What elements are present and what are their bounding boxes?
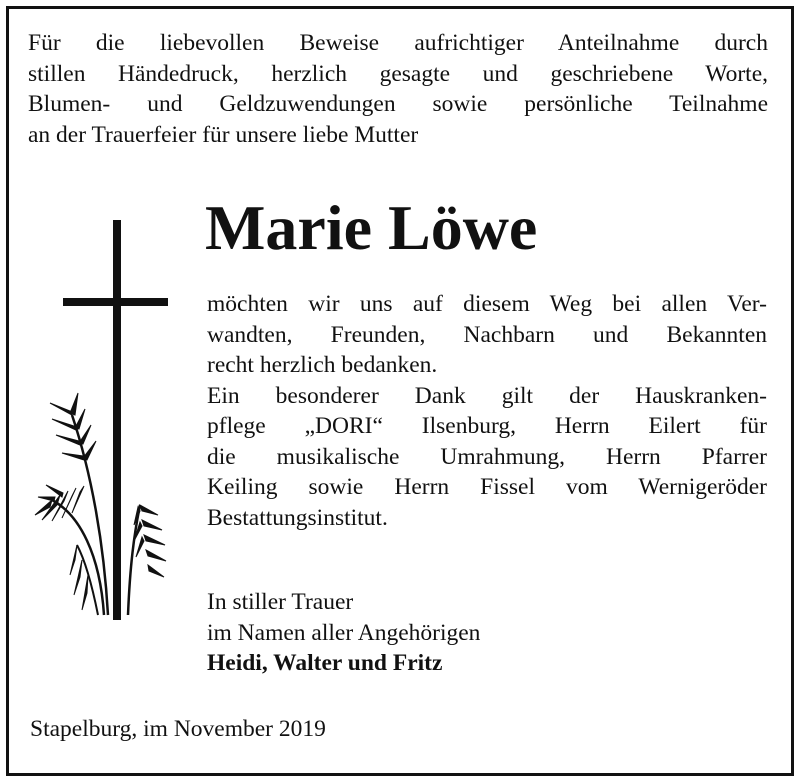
acknowledgement-text: [207, 289, 767, 533]
intro-line: an der Trauerfeier für unsere liebe Mutter: [28, 121, 419, 148]
mourning-phrase: In stiller Trauer: [207, 589, 354, 615]
signature-block: [207, 587, 767, 679]
intro-text: [28, 28, 768, 150]
body-line: recht herzlich bedanken.: [207, 352, 438, 378]
intro-line: Blumen- und Geldzuwendungen sowie persönliche Teilnahme: [28, 91, 768, 117]
body-line: pflege „DORI“ Ilsenburg, Herrn Eilert für: [207, 413, 767, 439]
cross-with-wheat-icon: [30, 215, 175, 625]
intro-line: stillen Händedruck, herzlich gesagte und geschriebene Worte,: [28, 60, 768, 87]
place-date: Stapelburg, im November 2019: [30, 716, 326, 742]
relatives-phrase: im Namen aller Angehörigen: [207, 619, 481, 646]
body-line: Bestattungsinstitut.: [207, 504, 388, 531]
body-line: Keiling sowie Herrn Fissel vom Wernigeröder: [207, 474, 767, 500]
signatory-names: Heidi, Walter und Fritz: [207, 650, 443, 676]
body-line: Ein besonderer Dank gilt der Hauskranken-: [207, 382, 767, 409]
body-line: möchten wir uns auf diesem Weg bei allen Ver-: [207, 291, 767, 317]
deceased-name: Marie Löwe: [205, 192, 538, 263]
body-line: die musikalische Umrahmung, Herrn Pfarrer: [207, 443, 767, 470]
body-line: wandten, Freunden, Nachbarn und Bekannten: [207, 321, 767, 348]
intro-line: Für die liebevollen Beweise aufrichtiger Anteilnahme durch: [28, 30, 768, 56]
